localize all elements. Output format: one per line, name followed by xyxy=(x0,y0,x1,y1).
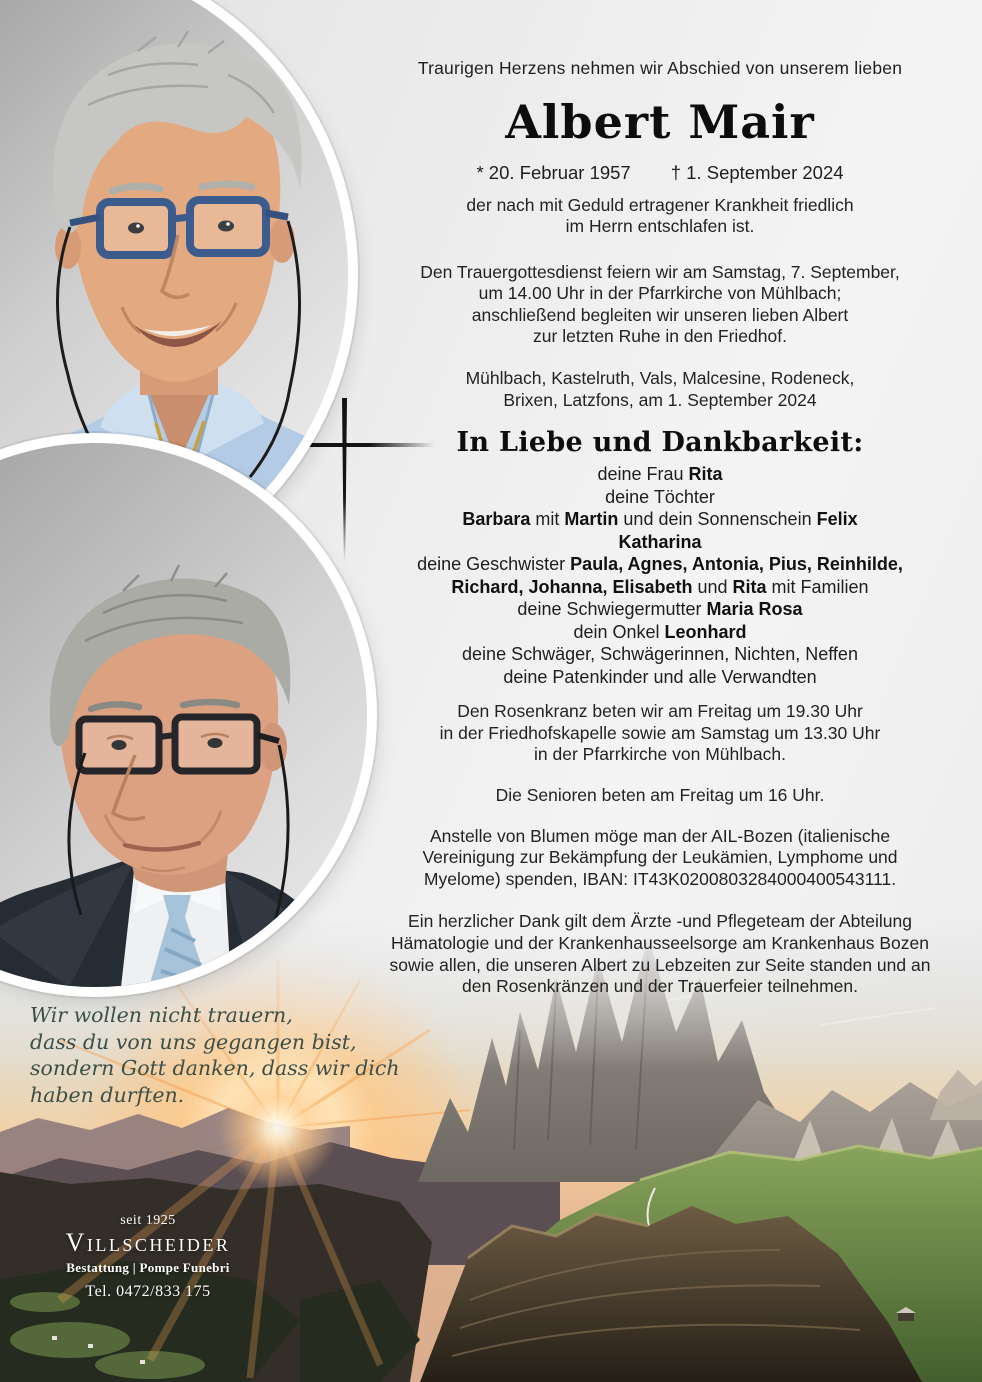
deceased-photo-formal xyxy=(0,443,367,987)
memorial-quote xyxy=(30,1002,400,1108)
text-line: Den Trauergottesdienst feiern wir am Samstag, 7. September, xyxy=(420,261,900,282)
birth-date: * 20. Februar 1957 xyxy=(476,161,631,183)
text-line: um 14.00 Uhr in der Pfarrkirche von Mühlbach; xyxy=(478,283,842,304)
text-line: Den Rosenkranz beten wir am Freitag um 19.30 Uhr xyxy=(457,701,863,722)
intro-line: Traurigen Herzens nehmen wir Abschied von unserem lieben xyxy=(417,58,903,78)
cross-icon xyxy=(342,398,347,562)
logo-since: seit 1925 xyxy=(120,1213,176,1228)
family-line: dein Onkel Leonhard xyxy=(573,621,747,642)
thanks-paragraph xyxy=(348,911,972,997)
family-line: deine Patenkinder und alle Verwandten xyxy=(503,666,817,687)
family-line: deine Schwäger, Schwägerinnen, Nichten, Neffen xyxy=(462,644,858,665)
deceased-name: Albert Mair xyxy=(505,95,815,149)
text-line: Hämatologie und der Krankenhausseelsorge am Krankenhaus Bozen xyxy=(391,933,929,954)
text-line: dass du von uns gegangen bist, xyxy=(30,1029,357,1054)
logo-phone: Tel. 0472/833 175 xyxy=(85,1282,211,1300)
text-line: Ein herzlicher Dank gilt dem Ärzte -und Pflegeteam der Abteilung xyxy=(408,911,912,932)
text-line: in der Pfarrkirche von Mühlbach. xyxy=(534,744,786,765)
life-dates xyxy=(348,162,972,184)
donation-paragraph xyxy=(348,826,972,891)
funeral-home-logo xyxy=(38,1213,258,1301)
text-line: Vereinigung zur Bekämpfung der Leukämien, Lymphome und xyxy=(422,847,898,868)
family-line: deine Töchter xyxy=(605,486,715,507)
text-line: zur letzten Ruhe in den Friedhof. xyxy=(533,326,787,347)
family-line: deine Geschwister Paula, Agnes, Antonia, Pius, Reinhilde, xyxy=(417,554,903,575)
text-line: sondern Gott danken, dass wir dich xyxy=(30,1056,400,1080)
logo-subtitle: Bestattung | Pompe Funebri xyxy=(66,1259,230,1275)
text-line: Myelome) spenden, IBAN: IT43K0200803284000400543111. xyxy=(423,868,897,889)
text-line: Wir wollen nicht trauern, xyxy=(30,1003,293,1027)
rosary-paragraph xyxy=(348,701,972,766)
text-line: den Rosenkränzen und der Trauerfeier teilnehmen. xyxy=(462,976,858,997)
obituary-text-column xyxy=(348,58,972,998)
death-date: † 1. September 2024 xyxy=(670,161,844,183)
seniors-line: Die Senioren beten am Freitag um 16 Uhr. xyxy=(495,785,825,806)
text-line: der nach mit Geduld ertragener Krankheit friedlich xyxy=(466,194,854,215)
text-line: im Herrn entschlafen ist. xyxy=(565,216,755,237)
family-line: deine Schwiegermutter Maria Rosa xyxy=(517,599,803,620)
service-paragraph xyxy=(348,262,972,348)
family-line: deine Frau Rita xyxy=(597,464,723,485)
places-paragraph xyxy=(348,368,972,411)
text-line: Brixen, Latzfons, am 1. September 2024 xyxy=(503,389,817,410)
text-line: haben durften. xyxy=(30,1082,185,1107)
gratitude-heading: In Liebe und Dankbarkeit: xyxy=(456,427,864,459)
text-line: sowie allen, die unseren Albert zu Lebzeiten zur Seite standen und an xyxy=(389,954,931,975)
text-line: Anstelle von Blumen möge man der AIL-Bozen (italienische xyxy=(429,825,891,846)
family-line: Katharina xyxy=(618,531,702,552)
text-line: anschließend begleiten wir unseren lieben Albert xyxy=(471,304,849,325)
text-line: in der Friedhofskapelle sowie am Samstag um 13.30 Uhr xyxy=(439,722,881,743)
passing-paragraph xyxy=(348,195,972,238)
logo-name: Villscheider xyxy=(65,1228,231,1257)
family-list xyxy=(348,463,972,688)
text-line: Mühlbach, Kastelruth, Vals, Malcesine, Rodeneck, xyxy=(465,368,855,389)
portrait-formal-illustration xyxy=(0,443,367,987)
family-line: Barbara mit Martin und dein Sonnenschein Felix xyxy=(462,509,858,530)
family-line: Richard, Johanna, Elisabeth und Rita mit Familien xyxy=(451,576,869,597)
